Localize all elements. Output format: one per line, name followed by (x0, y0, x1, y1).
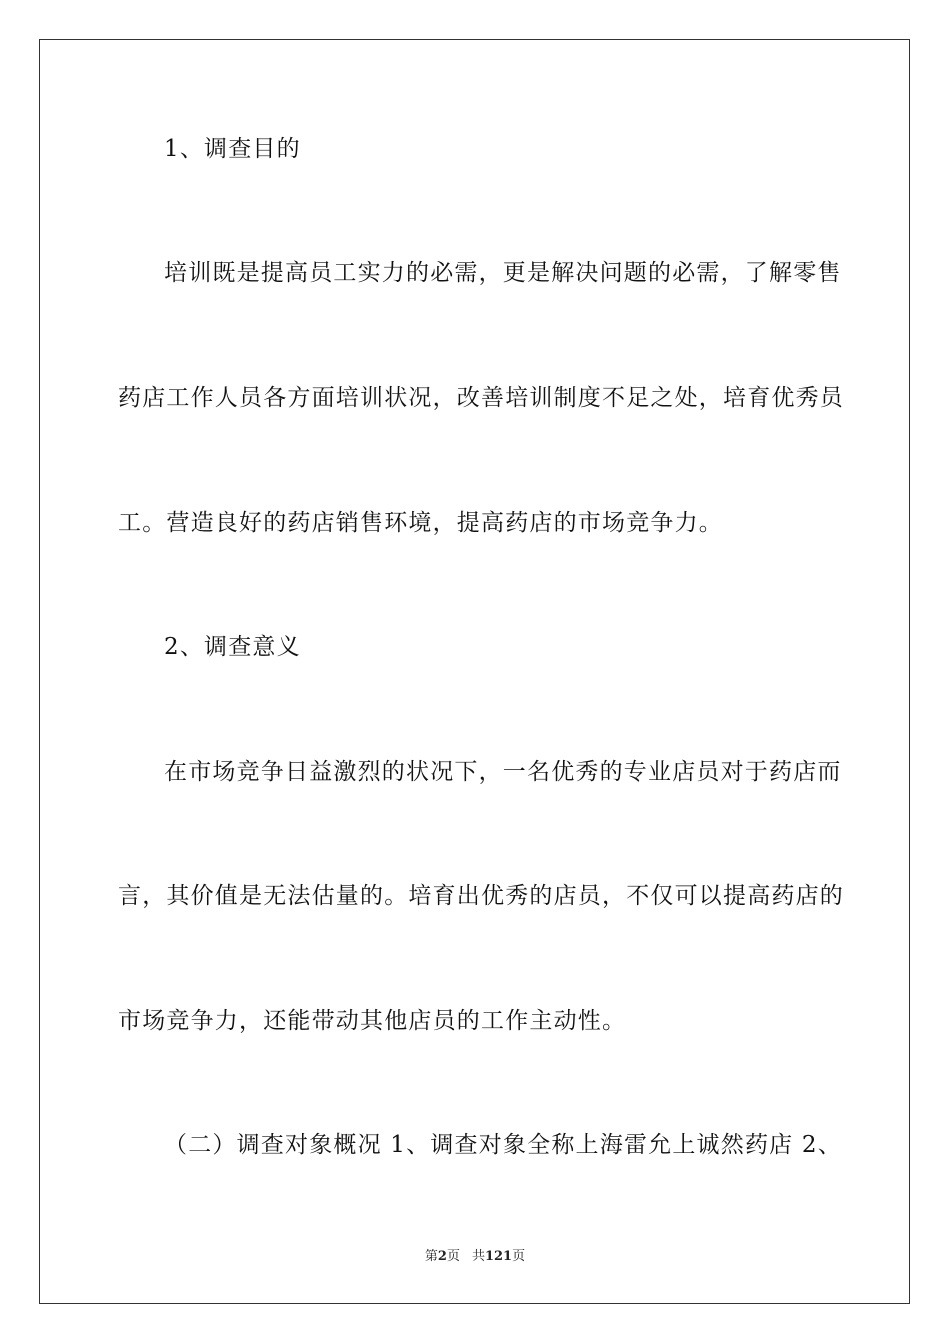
footer-total-suffix: 页 (512, 1249, 526, 1264)
footer-page-suffix: 页 (446, 1249, 460, 1264)
paragraph-line: 市场竞争力，还能带动其他店员的工作主动性。 (118, 1008, 627, 1034)
paragraph-line: 在市场竞争日益激烈的状况下，一名优秀的专业店员对于药店而 (164, 759, 842, 785)
paragraph-line: 药店工作人员各方面培训状况，改善培训制度不足之处，培育优秀员 (118, 385, 844, 411)
footer-page-number: 2 (437, 1249, 447, 1264)
paragraph-line: 培训既是提高员工实力的必需，更是解决问题的必需，了解零售 (164, 260, 842, 286)
footer-total-prefix: 共 (471, 1249, 485, 1264)
footer-page-prefix: 第 (424, 1249, 438, 1264)
section-heading-purpose: 1、调查目的 (164, 136, 301, 162)
paragraph-line: 言，其价值是无法估量的。培育出优秀的店员，不仅可以提高药店的 (118, 883, 844, 909)
page-border (39, 39, 910, 1304)
paragraph-line: 工。营造良好的药店销售环境，提高药店的市场竞争力。 (118, 510, 723, 536)
section-heading-significance: 2、调查意义 (164, 634, 301, 660)
footer-total-number: 121 (484, 1249, 513, 1264)
paragraph-line: （二）调查对象概况 1、调查对象全称上海雷允上诚然药店 2、 (164, 1132, 842, 1158)
page-footer (0, 1248, 950, 1266)
